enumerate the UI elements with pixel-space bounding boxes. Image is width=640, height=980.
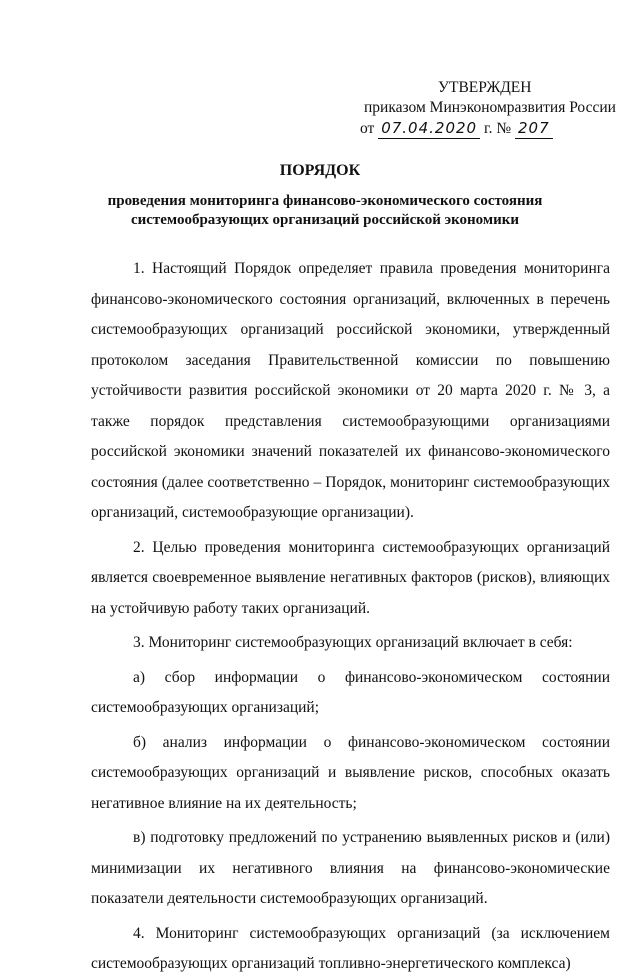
paragraph-4: 4. Мониторинг системообразующих организаций (за исключением системообразующих организаций топливно-энергетического комплекса) [91,924,610,972]
order-number: 207 [515,118,553,139]
order-date: 07.04.2020 [378,118,480,139]
approved-heading: УТВЕРЖДЕН [438,79,532,96]
paragraph-3a: а) сбор информации о финансово-экономическом состоянии системообразующих организаций; [91,668,610,716]
order-dateline [360,118,620,139]
document-subtitle: проведения мониторинга финансово-экономического состояния системообразующих организаций российской экономики [107,193,543,228]
paragraph-2: 2. Целью проведения мониторинга системообразующих организаций является своевременное выявление негативных факторов (рисков), влияющих на устойчивую работу таких организаций. [91,538,610,617]
paragraph-3b: б) анализ информации о финансово-экономическом состоянии системообразующих организаций и выявление рисков, способных оказать негативное влияние на их деятельность; [91,733,610,812]
document-body [91,254,610,980]
paragraph-1: 1. Настоящий Порядок определяет правила проведения мониторинга финансово-экономического состояния организаций, включенных в перечень системообразующих организаций российской экономики, утвержденный протоколом заседания Правительственной комиссии по повышению устойчивости развития российской экономики от 20 марта 2020 г. № 3, а также порядок представления системообразующими организациями российской экономики значений показателей их финансово-экономического состояния (далее соответственно – Порядок, мониторинг системообразующих организаций, системообразующие организации). [91,260,610,521]
from-label: от [360,120,375,137]
approval-block [360,78,620,139]
order-reference: приказом Минэкономразвития России [364,99,616,116]
document-title: ПОРЯДОК [279,162,361,179]
number-label: г. № [483,120,512,137]
paragraph-3c: в) подготовку предложений по устранению выявленных рисков и (или) минимизации их негативного влияния на финансово-экономические показатели деятельности системообразующих организаций. [91,829,610,907]
paragraph-3: 3. Мониторинг системообразующих организаций включает в себя: [133,634,573,651]
